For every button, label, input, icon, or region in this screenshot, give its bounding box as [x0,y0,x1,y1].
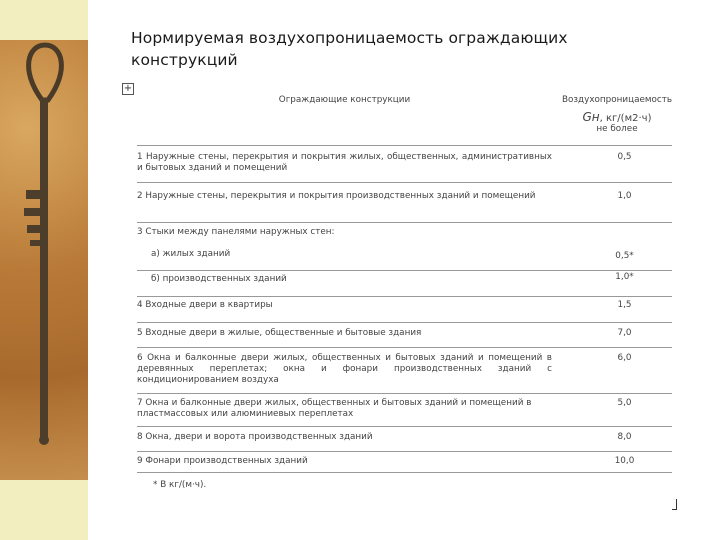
row-text: 7 Окна и балконные двери жилых, общественных и бытовых зданий и помещений в пластмассовых или алюминиевых переплетах [137,398,532,419]
table-footnote: * В кг/(м·ч). [153,480,207,490]
decorative-sidebar [0,0,88,540]
row-value: 5,0 [617,398,632,408]
row-text: б) производственных зданий [151,274,287,284]
row-value: 1,5 [617,300,632,310]
header-constructions: Ограждающие конструкции [278,95,411,105]
row-value: 10,0 [614,456,635,466]
table-row [137,270,672,296]
row-text: 2 Наружные стены, перекрытия и покрытия производственных зданий и помещений [137,191,536,201]
table-move-handle-icon[interactable]: + [123,83,133,94]
row-value: 1,0 [617,191,632,201]
table-row [137,451,672,473]
row-text: 9 Фонари производственных зданий [137,456,308,466]
row-value: 6,0 [617,353,632,363]
row-value: 8,0 [617,432,632,442]
table-row [137,145,672,182]
table-row [137,182,672,222]
row-value: 1,0* [615,272,634,282]
table-row [137,347,672,393]
table-resize-handle[interactable] [672,499,677,510]
formula-unit: , кг/(м2·ч) [599,113,652,124]
formula-symbol: Gн [582,110,600,124]
row-text: 1 Наружные стены, перекрытия и покрытия жилых, общественных, административных и бытовых зданий и помещений [137,152,552,173]
old-key-icon [0,40,88,480]
header-permeability [552,95,682,135]
table-row [137,222,672,245]
table-header-row [137,93,672,145]
table-row [137,426,672,451]
row-text: а) жилых зданий [151,249,231,259]
table-row [137,296,672,322]
row-text: 6 Окна и балконные двери жилых, общественных и бытовых зданий и помещений в деревянных переплетах; окна и фонари производственных зданий с кондиционированием воздуха [137,353,552,385]
row-value: 0,5 [617,152,632,162]
header-formula [552,112,682,124]
row-text: 5 Входные двери в жилые, общественные и бытовые здания [137,328,422,338]
table-row [137,245,672,270]
slide-title: Нормируемая воздухопроницаемость ограждающих конструкций [131,29,568,69]
row-value: 7,0 [617,328,632,338]
header-permeability-label: Воздухопроницаемость [561,95,673,105]
row-value: 0,5* [615,251,634,261]
row-text: 3 Стыки между панелями наружных стен: [137,227,335,237]
air-permeability-table [137,93,672,473]
table-row [137,393,672,426]
table-row [137,322,672,347]
row-text: 8 Окна, двери и ворота производственных зданий [137,432,373,442]
header-note: не более [596,124,638,134]
row-text: 4 Входные двери в квартиры [137,300,273,310]
